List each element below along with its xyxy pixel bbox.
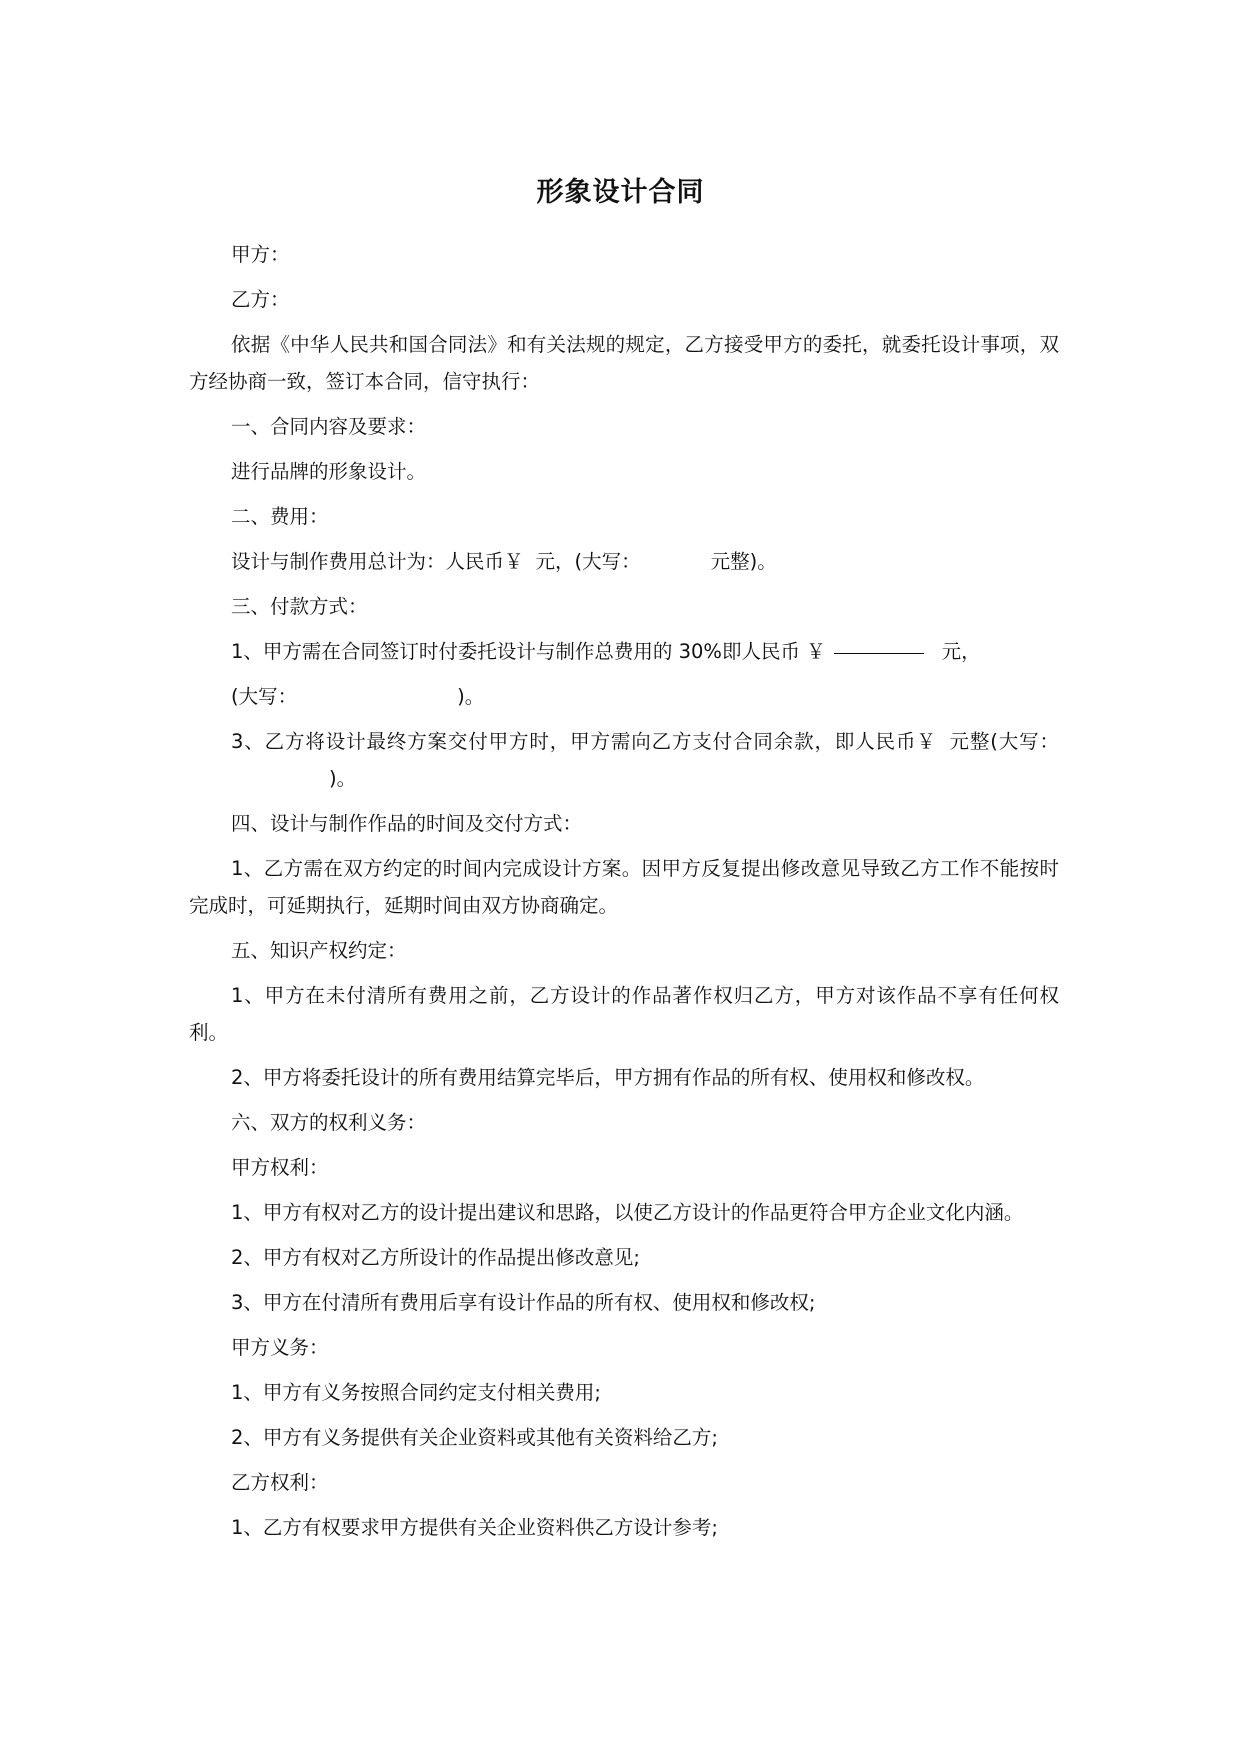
party-a-rights-1: 1、甲方有权对乙方的设计提出建议和思路，以使乙方设计的作品更符合甲方企业文化内涵。 (231, 1201, 1024, 1224)
party-b-rights-heading: 乙方权利： (231, 1471, 329, 1494)
item3-text-a: 3、乙方将设计最终方案交付甲方时，甲方需向乙方支付合同余款，即人民币￥ (231, 730, 937, 753)
party-a-rights-heading: 甲方权利： (231, 1156, 329, 1179)
section-3-item-1-capital (189, 678, 1059, 715)
item1-text-d: )。 (457, 685, 485, 708)
section-5-heading: 五、知识产权约定： (231, 939, 407, 962)
party-a-duties-heading: 甲方义务： (231, 1336, 329, 1359)
section-6-heading: 六、双方的权利义务： (231, 1111, 427, 1134)
party-a-rights-3: 3、甲方在付清所有费用后享有设计作品的所有权、使用权和修改权; (231, 1291, 816, 1314)
contract-body (189, 236, 1059, 1554)
fee-text-b: 元，(大写： (535, 550, 641, 573)
fee-text-a: 设计与制作费用总计为：人民币￥ (231, 550, 524, 573)
section-4-item-1: 1、乙方需在双方约定的时间内完成设计方案。因甲方反复提出修改意见导致乙方工作不能按时完成时，可延期执行，延期时间由双方协商确定。 (189, 857, 1059, 917)
party-a-rights-2: 2、甲方有权对乙方所设计的作品提出修改意见; (231, 1246, 640, 1269)
party-a-duties-2: 2、甲方有义务提供有关企业资料或其他有关资料给乙方; (231, 1426, 718, 1449)
party-a-line: 甲方： (231, 243, 290, 266)
item1-text-b: 元， (941, 640, 981, 663)
party-a-duties-1: 1、甲方有义务按照合同约定支付相关费用; (231, 1381, 601, 1404)
section-2-fee-line (189, 543, 1059, 580)
intro-paragraph: 依据《中华人民共和国合同法》和有关法规的规定，乙方接受甲方的委托，就委托设计事项，双方经协商一致，签订本合同，信守执行： (189, 333, 1059, 393)
section-3-item-3 (189, 723, 1059, 797)
item1-text-c: (大写： (231, 685, 298, 708)
section-4-heading: 四、设计与制作作品的时间及交付方式： (231, 812, 583, 835)
fee-text-c: 元整)。 (710, 550, 777, 573)
section-5-item-2: 2、甲方将委托设计的所有费用结算完毕后，甲方拥有作品的所有权、使用权和修改权。 (231, 1066, 985, 1089)
section-2-heading: 二、费用： (231, 505, 329, 528)
party-b-rights-1: 1、乙方有权要求甲方提供有关企业资料供乙方设计参考; (231, 1516, 718, 1539)
section-1-heading: 一、合同内容及要求： (231, 415, 427, 438)
contract-title: 形象设计合同 (536, 177, 705, 208)
item3-text-b: 元整(大写： (948, 730, 1059, 753)
section-3-item-1 (189, 633, 1059, 670)
section-5-item-1: 1、甲方在未付清所有费用之前，乙方设计的作品著作权归乙方，甲方对该作品不享有任何权利。 (189, 984, 1059, 1044)
item1-text-a: 1、甲方需在合同签订时付委托设计与制作总费用的 30%即人民币 ￥ (231, 640, 826, 663)
section-3-heading: 三、付款方式： (231, 595, 368, 618)
section-1-content: 进行品牌的形象设计。 (231, 460, 427, 483)
amount-blank-line (834, 652, 924, 654)
item3-text-c: )。 (329, 767, 357, 790)
party-b-line: 乙方： (231, 288, 290, 311)
